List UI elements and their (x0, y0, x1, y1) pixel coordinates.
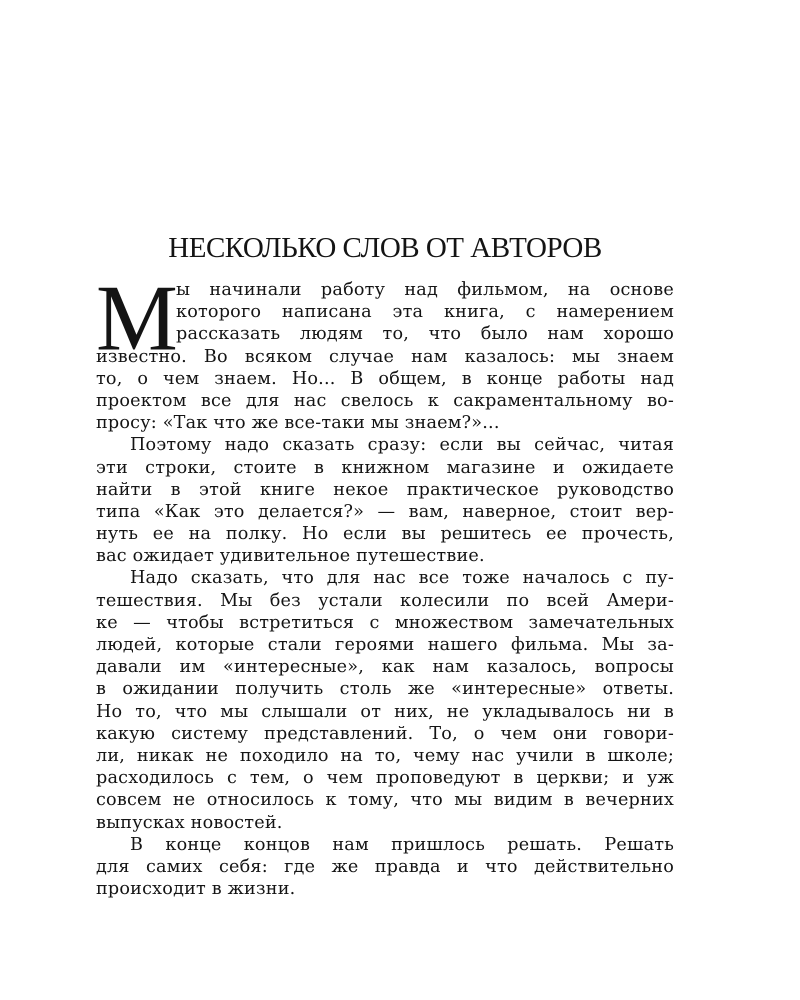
text-line: то, о чем знаем. Но... В общем, в конце работы над (96, 368, 674, 389)
text-line: типа «Как это делается?» — вам, наверное, стоит вер- (96, 501, 674, 522)
text-line: просу: «Так что же все-таки мы знаем?»... (96, 413, 500, 434)
text-line: людей, которые стали героями нашего фильма. Мы за- (96, 635, 674, 655)
text-line: ы начинали работу над фильмом, на основе (176, 280, 674, 300)
text-line: давали им «интересные», как нам казалось, вопросы (96, 657, 674, 678)
text-line: ли, никак не походило на то, чему нас учили в школе; (96, 745, 674, 766)
drop-cap: М (96, 265, 178, 370)
text-line: происходит в жизни. (96, 879, 296, 900)
text-line: Но то, что мы слышали от них, не укладывалось ни в (96, 701, 674, 722)
text-line: тешествия. Мы без устали колесили по всей Амери- (96, 590, 674, 611)
body-text (96, 265, 674, 900)
text-line: проектом все для нас свелось к сакраментальному во- (96, 390, 674, 411)
text-line: совсем не относилось к тому, что мы видим в вечерних (96, 790, 674, 811)
text-line: рассказать людям то, что было нам хорошо (176, 324, 674, 345)
text-line: В конце концов нам пришлось решать. Решать (130, 834, 674, 855)
text-line: эти строки, стоите в книжном магазине и ожидаете (96, 457, 674, 478)
text-line: выпусках новостей. (96, 812, 283, 833)
text-line: ке — чтобы встретиться с множеством замечательных (96, 612, 674, 633)
text-line: для самих себя: где же правда и что действительно (96, 856, 674, 877)
book-page (96, 228, 674, 900)
text-line: известно. Во всяком случае нам казалось: мы знаем (96, 346, 674, 367)
text-line: Поэтому надо сказать сразу: если вы сейчас, читая (130, 435, 674, 456)
text-line: расходилось с тем, о чем проповедуют в церкви; и уж (96, 768, 674, 789)
text-line: найти в этой книге некое практическое руководство (96, 479, 674, 500)
text-line: нуть ее на полку. Но если вы решитесь ее прочесть, (96, 524, 674, 545)
chapter-title: НЕСКОЛЬКО СЛОВ ОТ АВТОРОВ (168, 232, 602, 264)
text-line: Надо сказать, что для нас все тоже началось с пу- (130, 568, 674, 589)
text-line: в ожидании получить столь же «интересные» ответы. (96, 679, 674, 700)
text-line: какую систему представлений. То, о чем они говори- (96, 723, 674, 744)
text-line: вас ожидает удивительное путешествие. (96, 546, 485, 567)
text-line: которого написана эта книга, с намерением (176, 302, 674, 323)
